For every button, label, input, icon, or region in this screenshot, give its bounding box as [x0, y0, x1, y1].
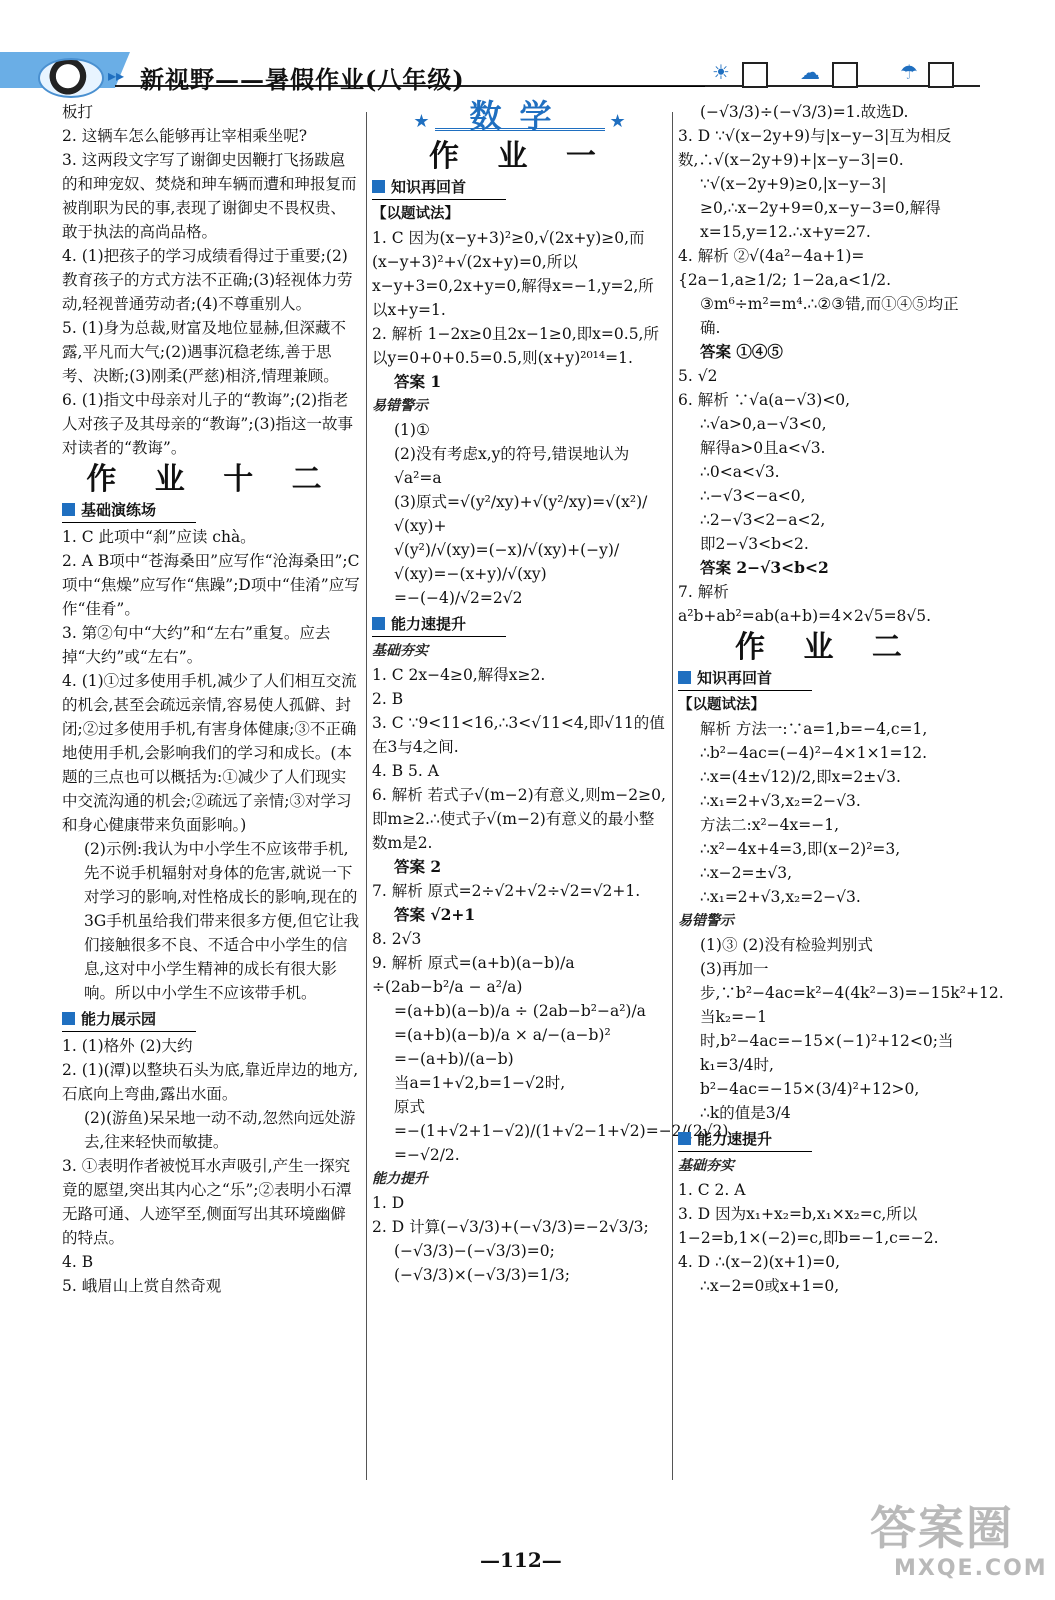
column-divider — [366, 112, 367, 1480]
arrow-icon: ▸▸ — [108, 66, 125, 85]
formula-line: (3)原式=√(y²/xy)+√(y²/xy)=√(x²)/√(xy)+ — [394, 493, 648, 535]
answer-line: (1)③ (2)没有检验判别式 — [700, 936, 873, 954]
answer-line: ∴x₁=2+√3,x₂=2−√3. — [700, 792, 861, 810]
label-try: 【以题试法】 — [372, 206, 459, 222]
answer-item: (2)(游鱼)呆呆地一动不动,忽然向远处游去,往来轻快而敏捷。 — [84, 1109, 356, 1151]
answer-line: ∴x=(4±√12)/2,即x=2±√3. — [700, 768, 901, 786]
star-icon: ★ — [413, 111, 430, 132]
section-basic-practice: 基础演练场 — [62, 498, 196, 523]
answer-line: ③m⁶÷m²=m⁴.∴②③错,而①④⑤均正确. — [700, 295, 959, 337]
answer-item: 7. 解析 原式=2÷√2+√2÷√2=√2+1. — [372, 882, 641, 900]
answer-item: 9. 解析 原式=(a+b)(a−b)/a ÷(2ab−b²/a − a²/a) — [372, 954, 575, 996]
watermark — [870, 1500, 1048, 1595]
answer-line: ∴x−2=±√3, — [700, 864, 793, 882]
watermark-url: MXQE.COM — [894, 1556, 1048, 1581]
answer-line: ∴−√3<−a<0, — [700, 487, 806, 505]
basic-label: 基础夯实 — [678, 1158, 734, 1174]
section-speed-up: 能力速提升 — [372, 612, 506, 637]
publisher-logo — [38, 58, 104, 98]
answer-line: b²−4ac=−15×(3/4)²+12>0, — [700, 1080, 920, 1098]
answer-item: 1. (1)格外 (2)大约 — [62, 1037, 193, 1055]
answer-item: 7. 解析 a²b+ab²=ab(a+b)=4×2√5=8√5. — [678, 583, 932, 625]
sun-icon: ☀ — [712, 60, 730, 84]
answer-line: 答案 2−√3<b<2 — [700, 558, 829, 577]
answer-item: 6. (1)指文中母亲对儿子的“教诲”;(2)指老人对孩子及其母亲的“教诲”;(3)指这一故事对读者的“教诲”。 — [62, 391, 354, 457]
answer-item: 6. 解析 ∵√a(a−√3)<0, — [678, 391, 851, 409]
answer-line: (3)再加一步,∵b²−4ac=k²−4(4k²−3)=−15k²+12. — [700, 960, 1004, 1002]
formula-line: √(y²)/√(xy)=(−x)/√(xy)+(−y)/√(xy)=−(x+y)/√(xy) — [394, 541, 620, 583]
watermark-logo: 答案圈 — [870, 1501, 1014, 1555]
answer-line: 解得a>0且a<√3. — [700, 439, 826, 457]
checkbox-rainy[interactable] — [928, 62, 954, 88]
homework-1-title: 作 业 一 — [429, 139, 610, 174]
answer-item: 4. B — [62, 1253, 94, 1271]
answer-item: 2. A B项中“苍海桑田”应写作“沧海桑田”;C项中“焦燥”应写作“焦躁”;D项中“佳淆”应写作“佳肴”。 — [62, 552, 360, 618]
answer-item: 3. D ∵√(x−2y+9)与|x−y−3|互为相反数,∴√(x−2y+9)+|x−y−3|=0. — [678, 127, 952, 169]
answer-item: 4. (1)①过多使用手机,减少了人们相互交流的机会,甚至会疏远亲情,容易使人孤僻、封闭;②过多使用手机,有害身体健康;③不正确地使用手机,会影响我们的学习和成长。(本题的三点也可以概括为:①减少了人们现实中交流沟通的机会;②疏远了亲情;③对学习和身心健康带来负面影响。) — [62, 672, 357, 834]
answer-line: 答案 1 — [394, 372, 442, 391]
answer-item: 4. (1)把孩子的学习成绩看得过于重要;(2)教育孩子的方式方法不正确;(3)轻视体力劳动,轻视普通劳动者;(4)不尊重别人。 — [62, 247, 353, 313]
answer-item: 2. B — [372, 690, 404, 708]
answer-item: (2)示例:我认为中小学生不应该带手机,先不说手机辐射对身体的危害,就说一下对学习的影响,对性格成长的影响,现在的3G手机虽给我们带来很多方便,但它让我们接触很多不良、不适合中小学生的信息,这对中小学生精神的成长有很大影响。所以中小学生不应该带手机。 — [84, 840, 360, 1002]
homework-12-title: 作 业 十 二 — [86, 462, 336, 497]
answer-line: ∴k的值是3/4 — [700, 1104, 791, 1122]
column-3 — [678, 100, 1004, 1298]
homework-2-title: 作 业 二 — [735, 630, 916, 665]
answer-line: (2)没有考虑x,y的符号,错误地认为√a²=a — [394, 445, 630, 487]
answer-line: ∴2−√3<2−a<2, — [700, 511, 826, 529]
answer-line: 答案 √2+1 — [394, 905, 476, 924]
answer-line: 解析 方法一:∵a=1,b=−4,c=1, — [700, 720, 928, 738]
answer-item: 2. 解析 1−2x≥0且2x−1≥0,即x=0.5,所以y=0+0+0.5=0.5,则(x+y)²⁰¹⁴=1. — [372, 325, 659, 367]
answer-item: 3. 这两段文字写了谢御史因鞭打飞扬跋扈的和珅宠奴、焚烧和珅车辆而遭和珅报复而被削职为民的事,表现了谢御史不畏权贵、敢于执法的高尚品格。 — [62, 151, 357, 241]
answer-line: ∴b²−4ac=(−4)²−4×1×1=12. — [700, 744, 928, 762]
section-speed-up: 能力速提升 — [678, 1127, 812, 1152]
formula-line: =−√2/2. — [394, 1146, 460, 1164]
answer-item: 3. ①表明作者被悦耳水声吸引,产生一探究竟的愿望,突出其内心之“乐”;②表明小石潭无路可通、人迹罕至,侧面写出其环境幽僻的特点。 — [62, 1157, 352, 1247]
answer-item: 2. (1)(潭)以整块石头为底,靠近岸边的地方,石底向上弯曲,露出水面。 — [62, 1061, 359, 1103]
answer-line: 答案 ①④⑤ — [700, 342, 783, 361]
formula-line: =−(a+b)/(a−b) — [394, 1050, 514, 1068]
answer-line: ∴√a>0,a−√3<0, — [700, 415, 827, 433]
column-1 — [62, 100, 360, 1298]
formula-line: (−√3/3)÷(−√3/3)=1.故选D. — [700, 103, 909, 121]
star-icon: ★ — [609, 111, 626, 132]
answer-line: ∴x²−4x+4=3,即(x−2)²=3, — [700, 840, 901, 858]
answer-item: 5. 峨眉山上赏自然奇观 — [62, 1277, 222, 1295]
formula-line: 原式=−(1+√2+1−√2)/(1+√2−1+√2)=−2/(2√2) — [394, 1098, 729, 1140]
checkbox-sunny[interactable] — [742, 62, 768, 88]
page-header — [0, 0, 1055, 100]
answer-item: 1. D — [372, 1194, 405, 1212]
answer-item: 4. D ∴(x−2)(x+1)=0, — [678, 1253, 841, 1271]
answer-item: 8. 2√3 — [372, 930, 422, 948]
answer-item: 5. √2 — [678, 367, 718, 385]
page-number: —112— — [480, 1548, 562, 1572]
date-line — [540, 86, 705, 87]
upgrade-label: 能力提升 — [372, 1171, 428, 1187]
warning-label: 易错警示 — [678, 913, 734, 929]
section-review: 知识再回首 — [372, 175, 506, 200]
answer-line: ∴x₁=2+√3,x₂=2−√3. — [700, 888, 861, 906]
answer-item: 3. D 因为x₁+x₂=b,x₁×x₂=c,所以1−2=b,1×(−2)=c,即b=−1,c=−2. — [678, 1205, 939, 1247]
answer-line: ∵√(x−2y+9)≥0,|x−y−3|≥0,∴x−2y+9=0,x−y−3=0,解得x=15,y=12.∴x+y=27. — [700, 175, 941, 241]
formula-line: 当a=1+√2,b=1−√2时, — [394, 1074, 566, 1092]
rain-icon: ☂ — [900, 60, 918, 84]
cloud-icon: ☁ — [800, 60, 820, 84]
answer-item: 3. C ∵9<11<16,∴3<√11<4,即√11的值在3与4之间. — [372, 714, 665, 756]
answer-line: 即2−√3<b<2. — [700, 535, 809, 553]
basic-label: 基础夯实 — [372, 643, 428, 659]
column-divider — [672, 112, 673, 1480]
answer-line: (1)① — [394, 421, 430, 439]
checkbox-cloudy[interactable] — [832, 62, 858, 88]
answer-item: 4. 解析 ②√(4a²−4a+1)={2a−1,a≥1/2; 1−2a,a<1/2. — [678, 247, 892, 289]
answer-line: 答案 2 — [394, 857, 442, 876]
answer-item: 4. B 5. A — [372, 762, 439, 780]
answer-line: ∴x−2=0或x+1=0, — [700, 1277, 840, 1295]
formula-line: (−√3/3)×(−√3/3)=1/3; — [394, 1266, 570, 1284]
answer-item: 2. 这辆车怎么能够再让宰相乘坐呢? — [62, 127, 308, 145]
text-line: 板打 — [62, 103, 94, 121]
section-review: 知识再回首 — [678, 666, 812, 691]
answer-item: 1. C 2x−4≥0,解得x≥2. — [372, 666, 546, 684]
answer-item: 1. C 因为(x−y+3)²≥0,√(2x+y)≥0,而(x−y+3)²+√(2x+y)=0,所以x−y+3=0,2x+y=0,解得x=−1,y=2,所以x+y=1. — [372, 229, 654, 319]
formula-line: =(a+b)(a−b)/a × a/−(a−b)² — [394, 1026, 611, 1044]
formula-line: =−(−4)/√2=2√2 — [394, 589, 523, 607]
formula-line: (−√3/3)−(−√3/3)=0; — [394, 1242, 555, 1260]
header-title: 新视野——暑假作业(八年级) — [140, 65, 465, 94]
answer-item: 1. C 此项中“刹”应读 chà。 — [62, 528, 256, 546]
formula-line: =(a+b)(a−b)/a ÷ (2ab−b²−a²)/a — [394, 1002, 646, 1020]
warning-label: 易错警示 — [372, 398, 428, 414]
answer-line: ∴0<a<√3. — [700, 463, 780, 481]
answer-line: 当k₂=−1时,b²−4ac=−15×(−1)²+12<0;当k₁=3/4时, — [700, 1008, 954, 1074]
answer-item: 5. (1)身为总裁,财富及地位显赫,但深藏不露,平凡而大气;(2)遇事沉稳老练,善于思考、决断;(3)刚柔(严慈)相济,情理兼顾。 — [62, 319, 347, 385]
answer-item: 1. C 2. A — [678, 1181, 746, 1199]
subject-title: 数学 — [435, 104, 605, 131]
section-ability-show: 能力展示园 — [62, 1007, 196, 1032]
label-try: 【以题试法】 — [678, 697, 765, 713]
answer-item: 3. 第②句中“大约”和“左右”重复。应去掉“大约”或“左右”。 — [62, 624, 331, 666]
answer-item: 2. D 计算(−√3/3)+(−√3/3)=−2√3/3; — [372, 1218, 649, 1236]
answer-line: 方法二:x²−4x=−1, — [700, 816, 840, 834]
answer-item: 6. 解析 若式子√(m−2)有意义,则m−2≥0,即m≥2.∴使式子√(m−2)有意义的最小整数m是2. — [372, 786, 666, 852]
